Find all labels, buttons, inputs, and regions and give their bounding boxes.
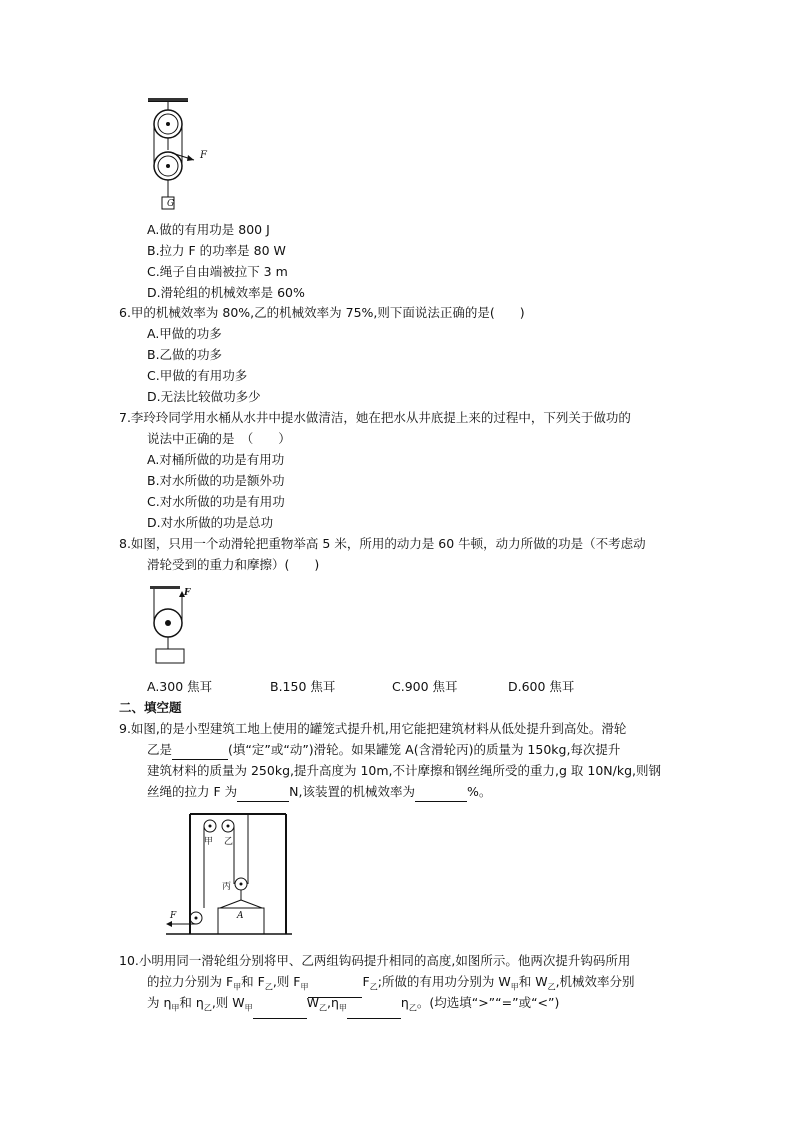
q10-line1: 10.小明用同一滑轮组分别将甲、乙两组钩码提升相同的高度,如图所示。他两次提升钩码所用 (119, 953, 631, 968)
q9-line4: 丝绳的拉力 F 为 N,该装置的机械效率为 %。 (147, 782, 491, 802)
q5-option-a: A.做的有用功是 800 J (147, 222, 270, 237)
q8-stem-line2: 滑轮受到的重力和摩擦）( ) (147, 557, 320, 572)
q9-blank-1[interactable] (172, 745, 228, 760)
q6-stem: 6.甲的机械效率为 80%,乙的机械效率为 75%,则下面说法正确的是( ) (119, 305, 525, 320)
q9-force-label: F (170, 911, 177, 921)
q9-line2: 乙是 (填“定”或“动”)滑轮。如果罐笼 A(含滑轮丙)的质量为 150kg,每次提升 (147, 740, 620, 760)
q9-blank-2[interactable] (237, 787, 289, 802)
q10-line3: 为 $\eta_甲$和 $\eta_乙$,则 $W_甲$ $W_乙,\eta_甲$ $\eta_乙$。(均选填“>”“=”或“<”) (147, 993, 559, 1019)
weight-label: G (167, 199, 175, 209)
movable-pulley-figure (148, 583, 208, 665)
q6-option-c: C.甲做的有用功多 (147, 368, 248, 383)
q9-blank-3[interactable] (415, 787, 467, 802)
q8-option-a: A.300 焦耳 (147, 679, 213, 694)
q10-blank-3[interactable] (347, 1004, 401, 1019)
hoist-figure (160, 808, 295, 938)
q8-option-d: D.600 焦耳 (508, 679, 575, 694)
q6-option-b: B.乙做的功多 (147, 347, 223, 362)
q8-stem-line1: 8.如图，只用一个动滑轮把重物举高 5 米，所用的动力是 60 牛顿，动力所做的功是（不考虑动 (119, 536, 646, 551)
q7-option-b: B.对水所做的功是额外功 (147, 473, 285, 488)
q8-force-label: F (184, 588, 191, 598)
cage-label: A (237, 911, 244, 921)
q6-option-d: D.无法比较做功多少 (147, 389, 261, 404)
q8-option-c: C.900 焦耳 (392, 679, 458, 694)
q5-option-c: C.绳子自由端被拉下 3 m (147, 264, 288, 279)
q7-option-c: C.对水所做的功是有用功 (147, 494, 285, 509)
pulley-jia-label: 甲 (204, 837, 214, 847)
q5-option-b: B.拉力 F 的功率是 80 W (147, 243, 286, 258)
q10-blank-2[interactable] (253, 1004, 307, 1019)
q6-option-a: A.甲做的功多 (147, 326, 222, 341)
q7-option-d: D.对水所做的功是总功 (147, 515, 274, 530)
q7-stem-line1: 7.李玲玲同学用水桶从水井中提水做清洁，她在把水从井底提上来的过程中，下列关于做功的 (119, 410, 631, 425)
section-title: 二、填空题 (119, 700, 182, 715)
q10-line2: 的拉力分别为 $F_甲$和 $F_乙$,则 $F_甲$ $F_乙$;所做的有用功分别为 $W_甲$和 $W_乙$,机械效率分别 (147, 972, 635, 998)
pulley-yi-label: 乙 (224, 837, 234, 847)
pulley-bing-label: 丙 (222, 882, 232, 892)
pulley-block-figure (140, 98, 220, 214)
force-label: F (200, 150, 207, 161)
q9-line3: 建筑材料的质量为 250kg,提升高度为 10m,不计摩擦和钢丝绳所受的重力,g 取 10N/kg,则钢 (147, 763, 661, 778)
q5-option-d: D.滑轮组的机械效率是 60% (147, 285, 305, 300)
q7-option-a: A.对桶所做的功是有用功 (147, 452, 285, 467)
q9-line1: 9.如图,的是小型建筑工地上使用的罐笼式提升机,用它能把建筑材料从低处提升到高处。滑轮 (119, 721, 627, 736)
q7-stem-line2: 说法中正确的是 （ ） (147, 431, 291, 446)
q8-option-b: B.150 焦耳 (270, 679, 336, 694)
